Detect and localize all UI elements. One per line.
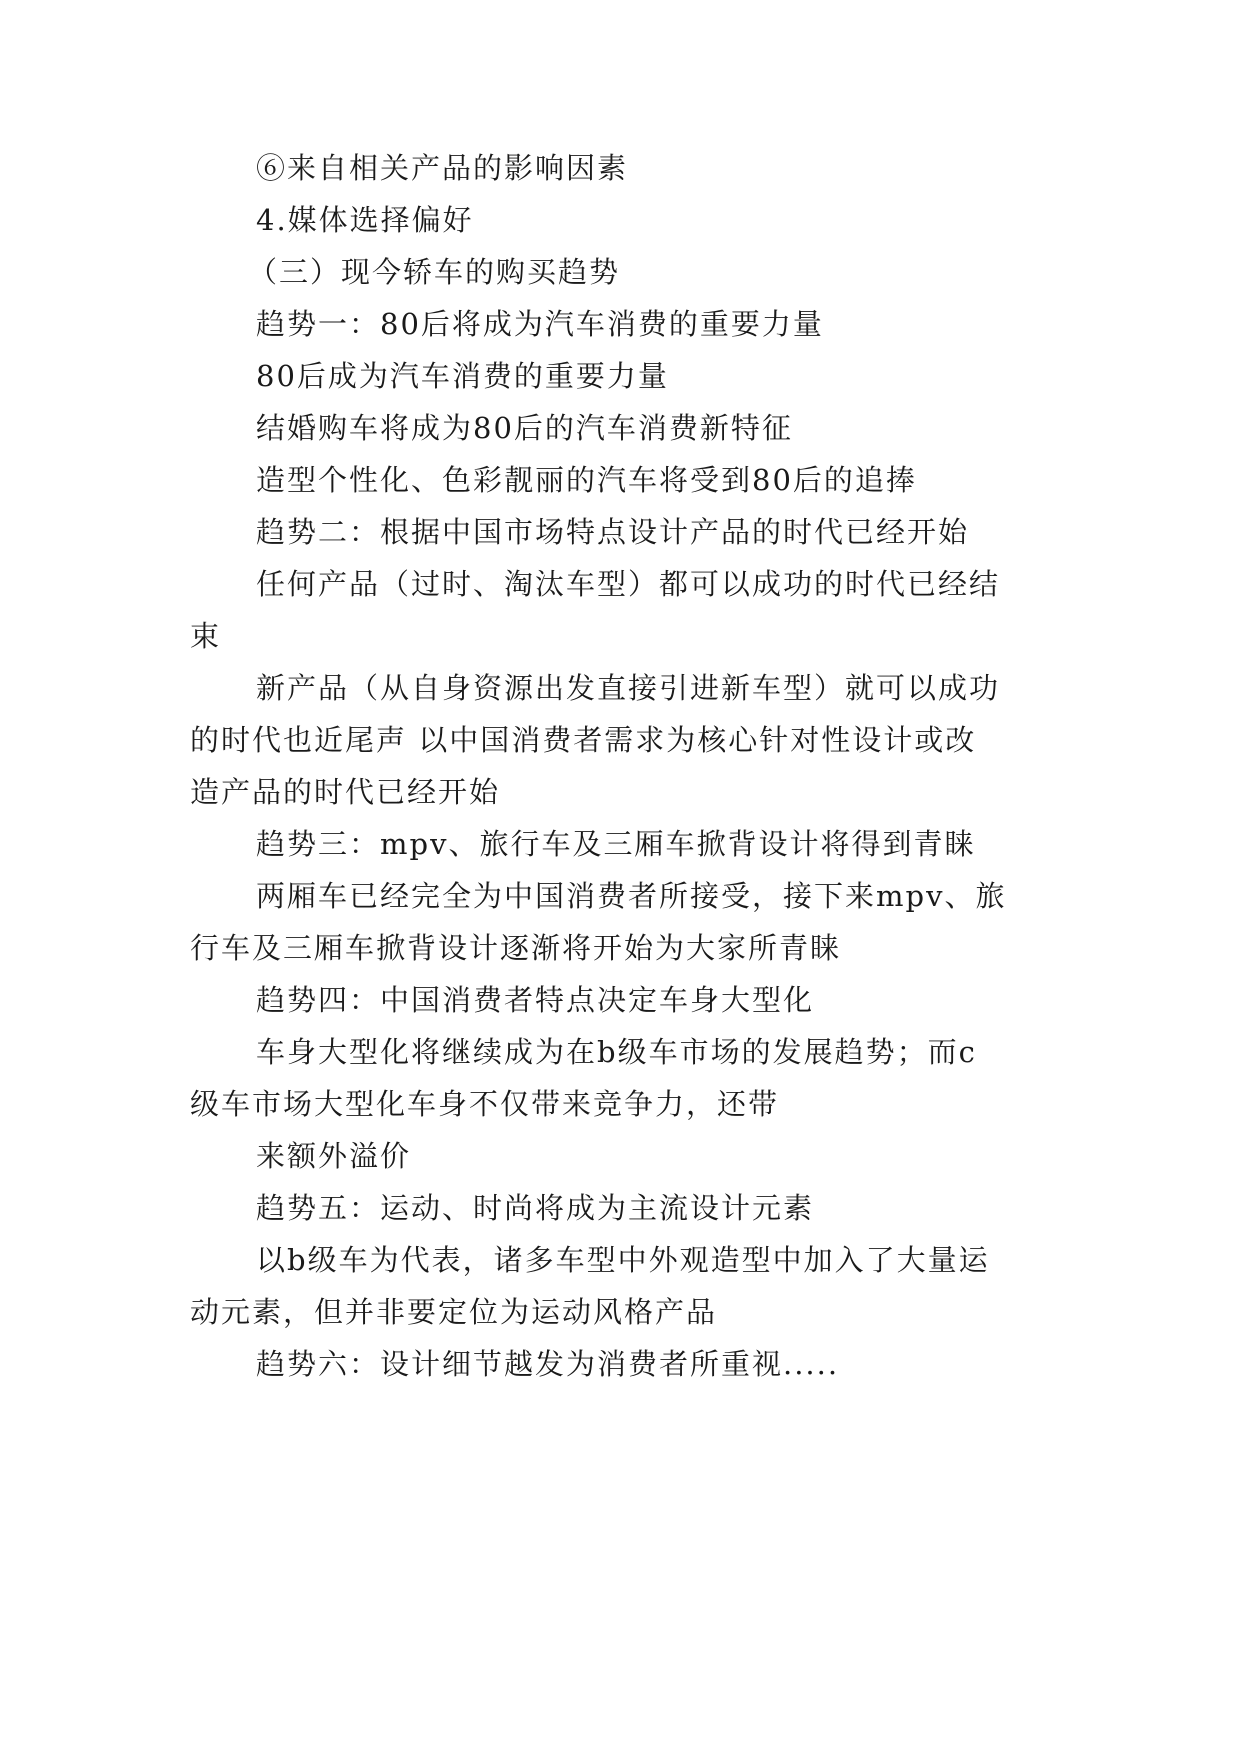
trend-3-heading: 趋势三：mpv、旅行车及三厢车掀背设计将得到青睐: [256, 827, 976, 861]
trend-5-paragraph-line-2: 动元素，但并非要定位为运动风格产品: [190, 1295, 718, 1329]
trend-4-heading: 趋势四：中国消费者特点决定车身大型化: [256, 983, 815, 1017]
trend-4-paragraph-line-3: 来额外溢价: [256, 1139, 412, 1173]
trend-3-paragraph-line-2: 行车及三厢车掀背设计逐渐将开始为大家所青睐: [190, 931, 842, 965]
line-media-preference: 4.媒体选择偏好: [256, 203, 474, 237]
trend-2-paragraph-1-line-1: 任何产品（过时、淘汰车型）都可以成功的时代已经结: [256, 567, 1001, 601]
trend-1-point-1: 80后成为汽车消费的重要力量: [256, 359, 669, 393]
trend-3-paragraph-line-1: 两厢车已经完全为中国消费者所接受，接下来mpv、旅: [256, 879, 1007, 913]
trend-1-point-2: 结婚购车将成为80后的汽车消费新特征: [256, 411, 793, 445]
trend-4-paragraph-line-1: 车身大型化将继续成为在b级车市场的发展趋势；而c: [256, 1035, 977, 1069]
trend-2-heading: 趋势二：根据中国市场特点设计产品的时代已经开始: [256, 515, 970, 549]
line-related-products-factor: ⑥来自相关产品的影响因素: [256, 151, 629, 185]
trend-4-paragraph-line-2: 级车市场大型化车身不仅带来竞争力，还带: [190, 1087, 780, 1121]
trend-2-paragraph-2-line-3: 造产品的时代已经开始: [190, 775, 501, 809]
trend-2-paragraph-1-line-2: 束: [190, 619, 222, 653]
section-heading-purchase-trends: （三）现今轿车的购买趋势: [248, 255, 621, 289]
trend-1-heading: 趋势一：80后将成为汽车消费的重要力量: [256, 307, 824, 341]
trend-2-paragraph-2-line-1: 新产品（从自身资源出发直接引进新车型）就可以成功: [256, 671, 1001, 705]
trend-1-point-3: 造型个性化、色彩靓丽的汽车将受到80后的追捧: [256, 463, 917, 497]
trend-5-heading: 趋势五：运动、时尚将成为主流设计元素: [256, 1191, 815, 1225]
trend-6-heading: 趋势六：设计细节越发为消费者所重视.....: [256, 1347, 840, 1381]
trend-2-paragraph-2-line-2: 的时代也近尾声 以中国消费者需求为核心针对性设计或改: [190, 723, 977, 757]
trend-5-paragraph-line-1: 以b级车为代表，诸多车型中外观造型中加入了大量运: [256, 1243, 990, 1277]
